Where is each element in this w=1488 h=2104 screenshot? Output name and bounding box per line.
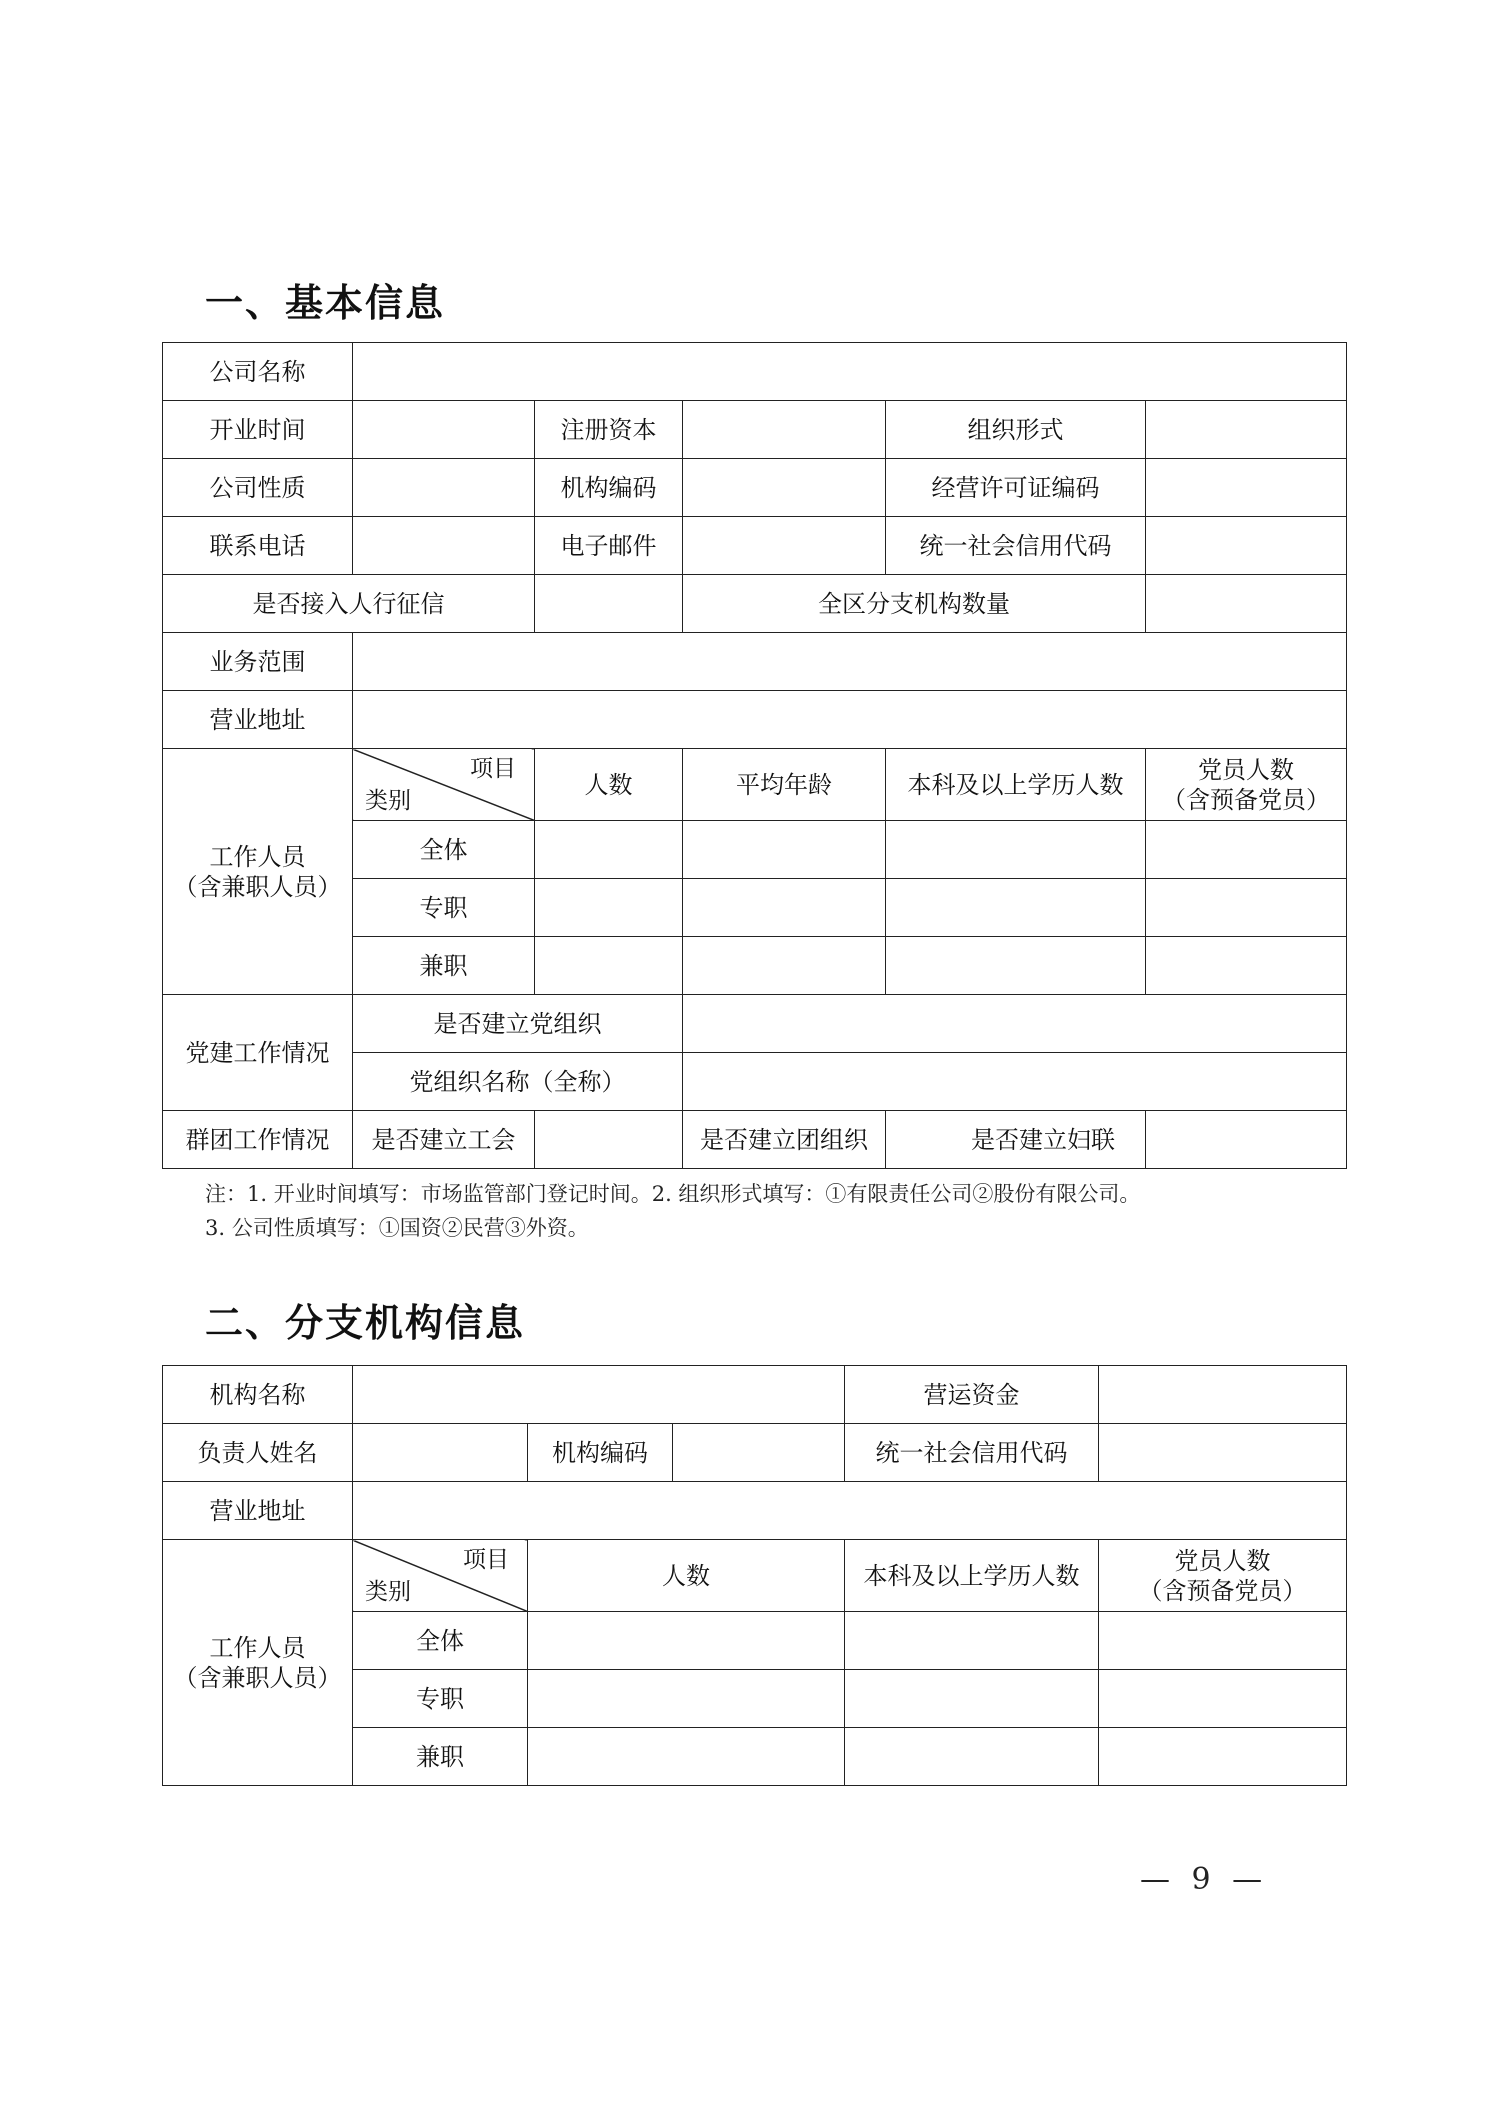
all-count-field[interactable] <box>535 821 683 879</box>
branch-row-fulltime-label: 专职 <box>353 1670 528 1728</box>
reg-capital-label: 注册资本 <box>535 401 683 459</box>
row-all-label: 全体 <box>353 821 535 879</box>
fulltime-count-field[interactable] <box>535 879 683 937</box>
branch-col-party-header <box>1099 1540 1347 1612</box>
branch-parttime-count-field[interactable] <box>528 1728 845 1786</box>
email-label: 电子邮件 <box>535 517 683 575</box>
org-form-field[interactable] <box>1146 401 1347 459</box>
pboc-credit-label: 是否接入人行征信 <box>163 575 535 633</box>
branch-col-party-line2: （含预备党员） <box>1138 1576 1307 1605</box>
branch-col-party-line1: 党员人数 <box>1174 1546 1271 1575</box>
mass-work-label: 群团工作情况 <box>163 1111 353 1169</box>
branch-fulltime-count-field[interactable] <box>528 1670 845 1728</box>
credit-code-field[interactable] <box>1146 517 1347 575</box>
branch-all-party-field[interactable] <box>1099 1612 1347 1670</box>
league-exists-label: 是否建立团组织 <box>683 1111 886 1169</box>
branch-credit-code-label: 统一社会信用代码 <box>845 1424 1099 1482</box>
branch-all-count-field[interactable] <box>528 1612 845 1670</box>
business-scope-field[interactable] <box>353 633 1347 691</box>
fulltime-degree-field[interactable] <box>886 879 1146 937</box>
operating-funds-field[interactable] <box>1099 1366 1347 1424</box>
company-name-field[interactable] <box>353 343 1347 401</box>
party-org-name-field[interactable] <box>683 1053 1347 1111</box>
all-party-field[interactable] <box>1146 821 1347 879</box>
branch-col-degree-header: 本科及以上学历人数 <box>845 1540 1099 1612</box>
row-parttime-label: 兼职 <box>353 937 535 995</box>
license-code-label: 经营许可证编码 <box>886 459 1146 517</box>
org-form-label: 组织形式 <box>886 401 1146 459</box>
row-fulltime-label: 专职 <box>353 879 535 937</box>
parttime-party-field[interactable] <box>1146 937 1347 995</box>
col-degree-header: 本科及以上学历人数 <box>886 749 1146 821</box>
branch-credit-code-field[interactable] <box>1099 1424 1347 1482</box>
pboc-credit-field[interactable] <box>535 575 683 633</box>
branch-all-degree-field[interactable] <box>845 1612 1099 1670</box>
phone-label: 联系电话 <box>163 517 353 575</box>
company-name-label: 公司名称 <box>163 343 353 401</box>
branch-parttime-degree-field[interactable] <box>845 1728 1099 1786</box>
union-exists-field[interactable] <box>535 1111 683 1169</box>
branch-address-label: 营业地址 <box>163 1482 353 1540</box>
diag-category-label: 类别 <box>365 788 411 815</box>
section2-heading: 二、分支机构信息 <box>205 1301 526 1345</box>
branch-parttime-party-field[interactable] <box>1099 1728 1347 1786</box>
company-nature-field[interactable] <box>353 459 535 517</box>
parttime-count-field[interactable] <box>535 937 683 995</box>
email-field[interactable] <box>683 517 886 575</box>
branch-diag-item-label: 项目 <box>463 1547 509 1573</box>
diag-item-label: 项目 <box>470 756 516 782</box>
branch-org-code-field[interactable] <box>673 1424 845 1482</box>
branch-org-name-field[interactable] <box>353 1366 845 1424</box>
party-org-exists-field[interactable] <box>683 995 1347 1053</box>
business-scope-label: 业务范围 <box>163 633 353 691</box>
fulltime-age-field[interactable] <box>683 879 886 937</box>
branch-info-table <box>162 1365 1347 1786</box>
license-code-field[interactable] <box>1146 459 1347 517</box>
branch-staff-label <box>163 1540 353 1786</box>
party-work-label: 党建工作情况 <box>163 995 353 1111</box>
women-exists-field[interactable] <box>1146 1111 1347 1169</box>
branch-address-field[interactable] <box>353 1482 1347 1540</box>
parttime-degree-field[interactable] <box>886 937 1146 995</box>
company-nature-label: 公司性质 <box>163 459 353 517</box>
reg-capital-field[interactable] <box>683 401 886 459</box>
staff-label-line1: 工作人员 <box>209 842 306 871</box>
staff-label-line2: （含兼职人员） <box>173 872 342 901</box>
note-line-1: 注：1. 开业时间填写：市场监管部门登记时间。2. 组织形式填写：①有限责任公司②股份有限公司。 <box>205 1182 1141 1206</box>
phone-field[interactable] <box>353 517 535 575</box>
union-exists-label: 是否建立工会 <box>353 1111 535 1169</box>
branch-count-label: 全区分支机构数量 <box>683 575 1146 633</box>
branch-diagonal-header-cell <box>353 1540 528 1612</box>
diagonal-header-cell <box>353 749 535 821</box>
basic-info-table <box>162 342 1347 1169</box>
parttime-age-field[interactable] <box>683 937 886 995</box>
party-org-exists-label: 是否建立党组织 <box>353 995 683 1053</box>
branch-row-all-label: 全体 <box>353 1612 528 1670</box>
page-number: — 9 — <box>1140 1862 1269 1897</box>
women-exists-label: 是否建立妇联 <box>886 1111 1146 1169</box>
business-address-label: 营业地址 <box>163 691 353 749</box>
col-count-header: 人数 <box>535 749 683 821</box>
branch-row-parttime-label: 兼职 <box>353 1728 528 1786</box>
all-age-field[interactable] <box>683 821 886 879</box>
fulltime-party-field[interactable] <box>1146 879 1347 937</box>
staff-label <box>163 749 353 995</box>
branch-diag-category-label: 类别 <box>365 1579 411 1606</box>
branch-staff-label-line2: （含兼职人员） <box>173 1663 342 1692</box>
branch-fulltime-party-field[interactable] <box>1099 1670 1347 1728</box>
open-time-label: 开业时间 <box>163 401 353 459</box>
credit-code-label: 统一社会信用代码 <box>886 517 1146 575</box>
all-degree-field[interactable] <box>886 821 1146 879</box>
party-org-name-label: 党组织名称（全称） <box>353 1053 683 1111</box>
branch-org-code-label: 机构编码 <box>528 1424 673 1482</box>
section1-heading: 一、基本信息 <box>205 281 446 325</box>
col-party-line2: （含预备党员） <box>1162 785 1331 814</box>
branch-fulltime-degree-field[interactable] <box>845 1670 1099 1728</box>
manager-name-field[interactable] <box>353 1424 528 1482</box>
col-party-line1: 党员人数 <box>1198 755 1295 784</box>
note-line-2: 3. 公司性质填写：①国资②民营③外资。 <box>205 1215 589 1240</box>
branch-staff-label-line1: 工作人员 <box>209 1633 306 1662</box>
branch-count-field[interactable] <box>1146 575 1347 633</box>
branch-org-name-label: 机构名称 <box>163 1366 353 1424</box>
col-avg-age-header: 平均年龄 <box>683 749 886 821</box>
branch-col-count-header: 人数 <box>528 1540 845 1612</box>
col-party-header <box>1146 749 1347 821</box>
notes <box>205 1178 1385 1245</box>
business-address-field[interactable] <box>353 691 1347 749</box>
org-code-label: 机构编码 <box>535 459 683 517</box>
open-time-field[interactable] <box>353 401 535 459</box>
manager-name-label: 负责人姓名 <box>163 1424 353 1482</box>
operating-funds-label: 营运资金 <box>845 1366 1099 1424</box>
org-code-field[interactable] <box>683 459 886 517</box>
